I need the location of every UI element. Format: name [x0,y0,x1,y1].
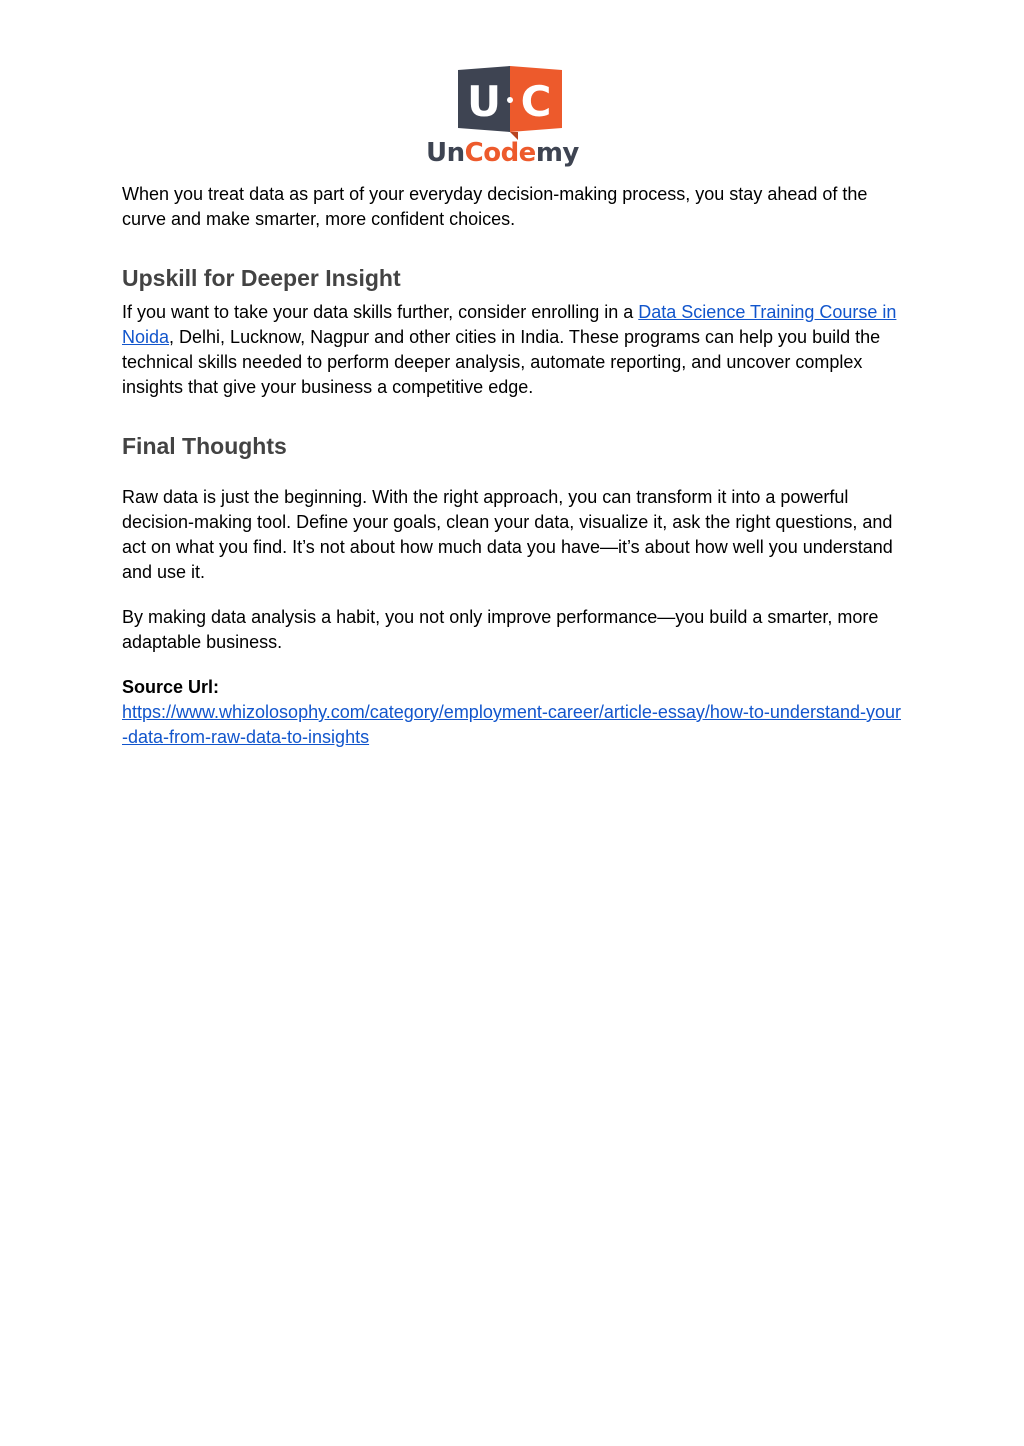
final-thoughts-heading: Final Thoughts [122,433,287,459]
uc-badge-icon [458,66,562,140]
course-link[interactable]: Data Science Training Course in Noida [122,302,897,347]
upskill-heading: Upskill for Deeper Insight [122,265,401,291]
upskill-text-before: If you want to take your data skills further, consider enrolling in a [122,302,639,322]
final-paragraph-1: Raw data is just the beginning. With the right approach, you can transform it into a powerful decision-making tool. Define your goals, clean your data, visualize it, ask the right questions, and act on what you find. It’s not about how much data you have—it’s about how well you understand and use it. [122,487,893,582]
source-block [122,675,902,750]
logo-wordmark [426,138,602,168]
uncodemy-logo [422,62,602,174]
badge-letter-u: U [466,77,502,126]
wordmark-my: my [535,138,579,168]
source-url-link[interactable]: https://www.whizolosophy.com/category/employment-career/article-essay/how-to-understand-your-data-from-raw-data-to-insights [122,702,901,747]
source-label: Source Url: [122,677,220,697]
final-paragraph-2: By making data analysis a habit, you not only improve performance—you build a smarter, more adaptable business. [122,607,879,652]
wordmark-un: Un [426,138,465,168]
upskill-text-after: , Delhi, Lucknow, Nagpur and other cities in India. These programs can help you build the technical skills needed to perform deeper analysis, automate reporting, and uncover complex insights that give your business a competitive edge. [122,327,881,397]
upskill-paragraph [122,300,902,400]
wordmark-code: Code [464,138,536,168]
badge-letter-c: C [520,77,552,126]
document-body [122,182,902,750]
intro-paragraph: When you treat data as part of your everyday decision-making process, you stay ahead of the curve and make smarter, more confident choices. [122,184,868,229]
